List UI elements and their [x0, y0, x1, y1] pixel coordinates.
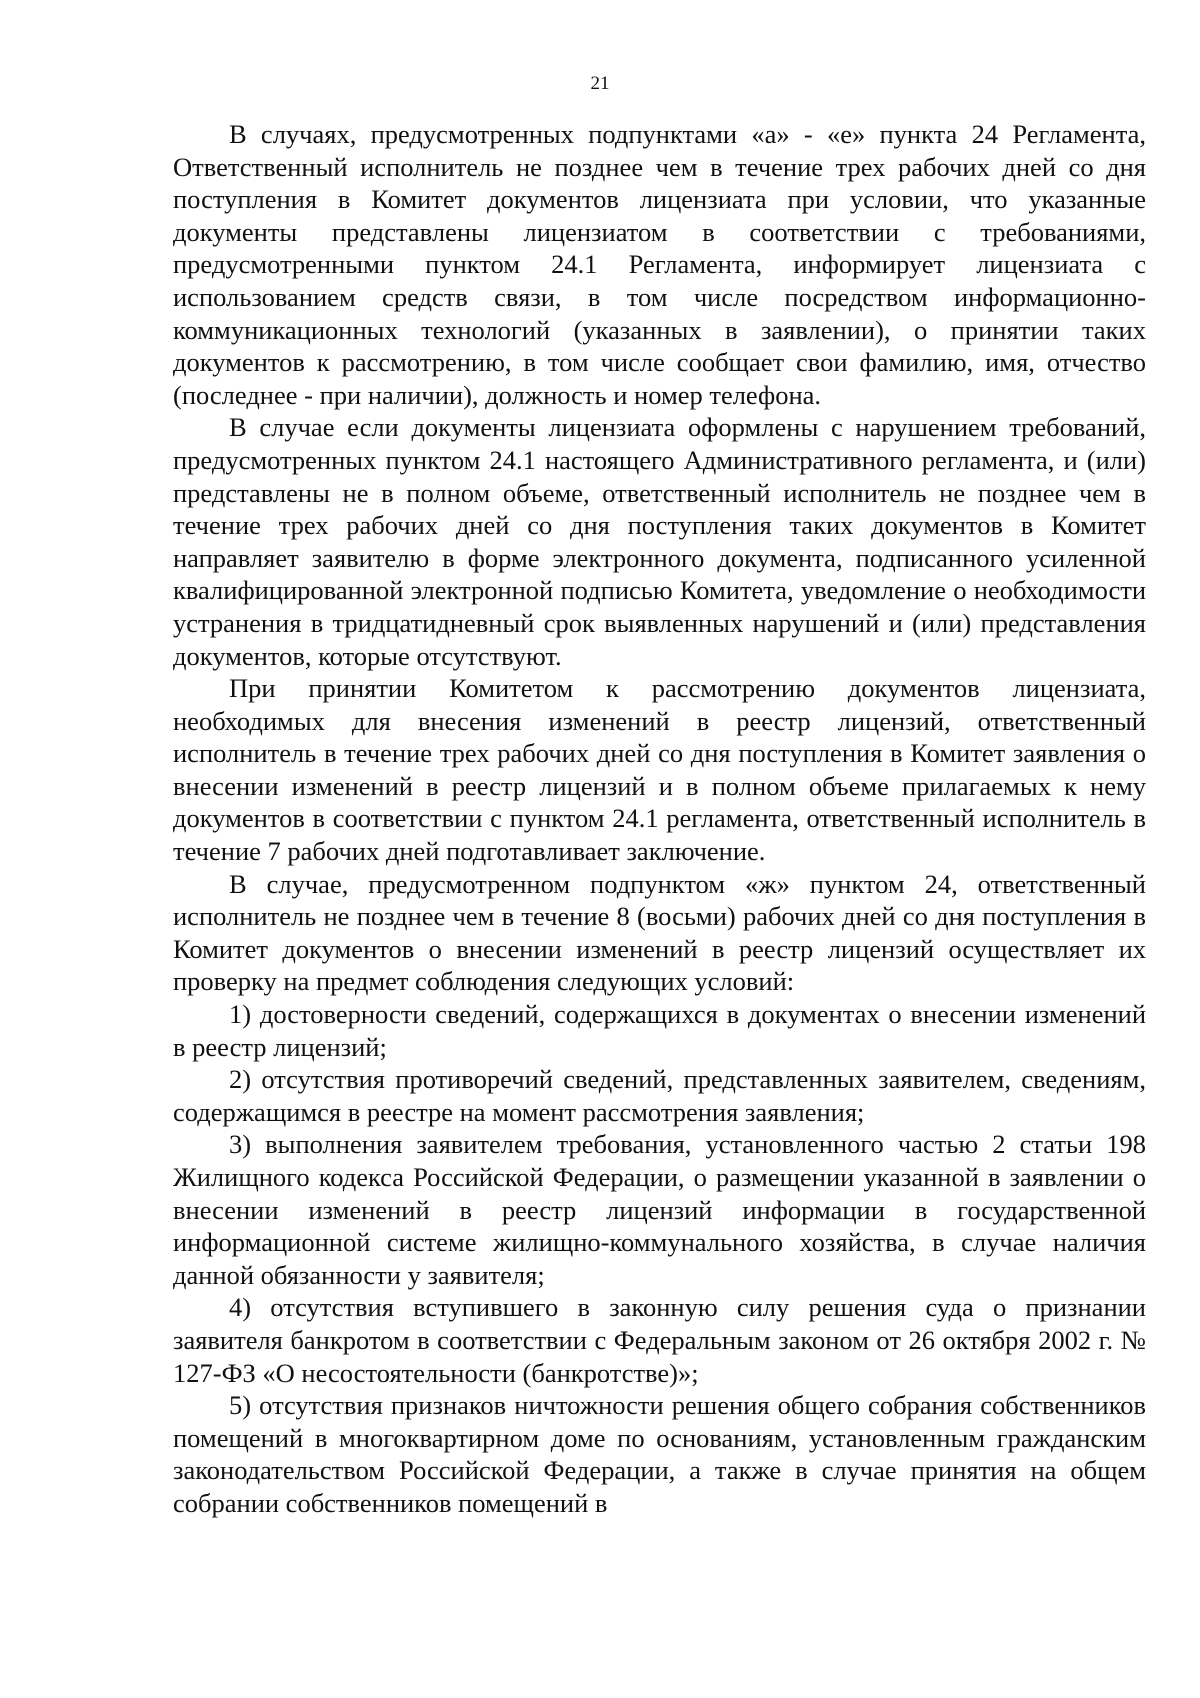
- list-item-condition-1: 1) достоверности сведений, содержащихся в документах о внесении изменений в реестр лицензий;: [173, 999, 1146, 1062]
- paragraph-acceptance-conclusion: При принятии Комитетом к рассмотрению документов лицензиата, необходимых для внесения изменений в реестр лицензий, ответственный исполнитель в течение трех рабочих дней со дня поступления в Комитет заявления о внесении изменений в реестр лицензий и в полном объеме прилагаемых к нему документов в соответствии с пунктом 24.1 регламента, ответственный исполнитель в течение 7 рабочих дней подготавливает заключение.: [173, 673, 1146, 867]
- list-item-condition-2: 2) отсутствия противоречий сведений, представленных заявителем, сведениям, содержащимся в реестре на момент рассмотрения заявления;: [173, 1064, 1146, 1127]
- list-item-condition-5: 5) отсутствия признаков ничтожности решения общего собрания собственников помещений в многоквартирном доме по основаниям, установленным гражданским законодательством Российской Федерации, а также в случае принятия на общем собрании собственников помещений в: [173, 1390, 1146, 1518]
- list-item-condition-3: 3) выполнения заявителем требования, установленного частью 2 статьи 198 Жилищного кодекса Российской Федерации, о размещении указанной в заявлении о внесении изменений в реестр лицензий информации в государственной информационной системе жилищно-коммунального хозяйства, в случае наличия данной обязанности у заявителя;: [173, 1129, 1146, 1290]
- list-item-condition-4: 4) отсутствия вступившего в законную силу решения суда о признании заявителя банкротом в соответствии с Федеральным законом от 26 октября 2002 г. № 127-ФЗ «О несостоятельности (банкротстве)»;: [173, 1292, 1146, 1388]
- document-body: [173, 118, 1146, 1520]
- paragraph-verification-conditions: В случае, предусмотренном подпунктом «ж» пунктом 24, ответственный исполнитель не позднее чем в течение 8 (восьми) рабочих дней со дня поступления в Комитет документов о внесении изменений в реестр лицензий осуществляет их проверку на предмет соблюдения следующих условий:: [173, 868, 1146, 997]
- paragraph-notification-acceptance: В случаях, предусмотренных подпунктами «а» - «е» пункта 24 Регламента, Ответственный исполнитель не позднее чем в течение трех рабочих дней со дня поступления в Комитет документов лицензиата при условии, что указанные документы представлены лицензиатом в соответствии с требованиями, предусмотренными пунктом 24.1 Регламента, информирует лицензиата с использованием средств связи, в том числе посредством информационно-коммуникационных технологий (указанных в заявлении), о принятии таких документов к рассмотрению, в том числе сообщает свои фамилию, имя, отчество (последнее - при наличии), должность и номер телефона.: [173, 119, 1146, 410]
- paragraph-violations-notice: В случае если документы лицензиата оформлены с нарушением требований, предусмотренных пунктом 24.1 настоящего Административного регламента, и (или) представлены не в полном объеме, ответственный исполнитель не позднее чем в течение трех рабочих дней со дня поступления таких документов в Комитет направляет заявителю в форме электронного документа, подписанного усиленной квалифицированной электронной подписью Комитета, уведомление о необходимости устранения в тридцатидневный срок выявленных нарушений и (или) представления документов, которые отсутствуют.: [173, 412, 1146, 671]
- page-number: 21: [590, 73, 610, 94]
